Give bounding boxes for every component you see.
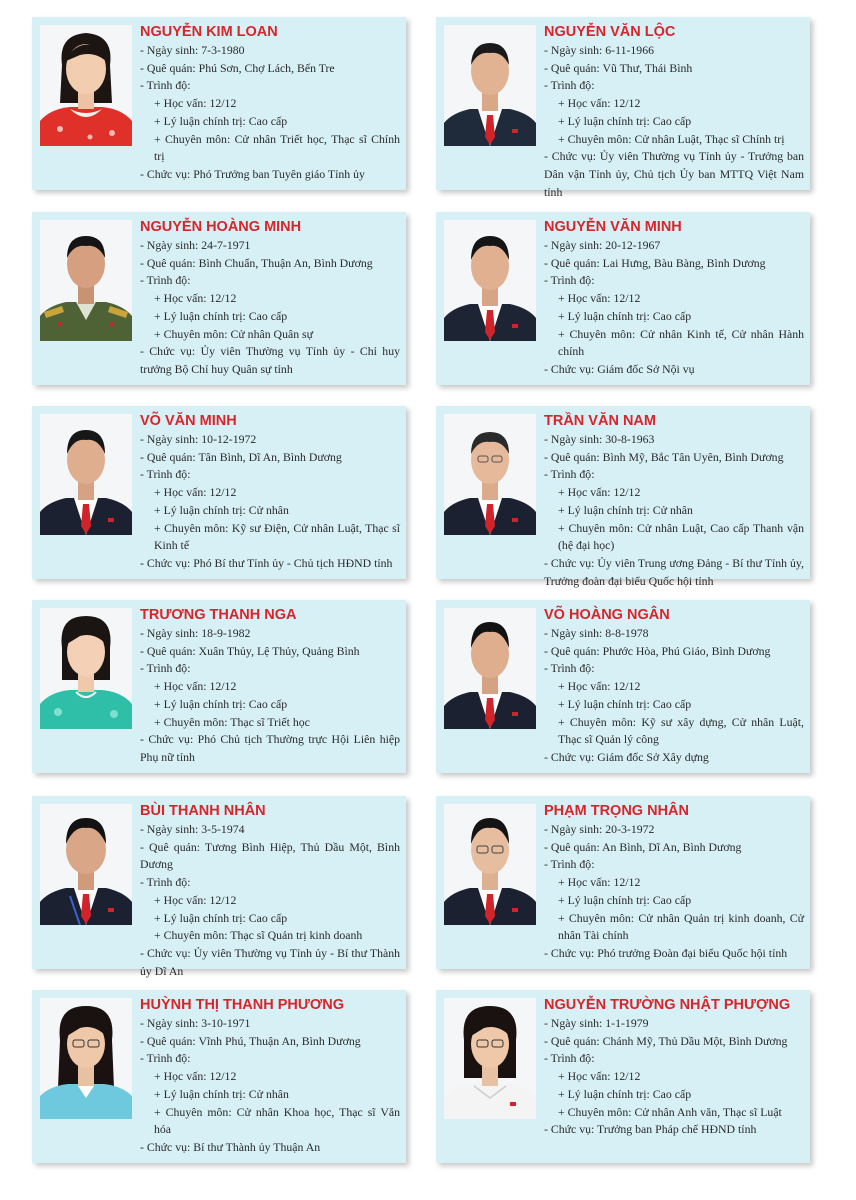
hometown: - Quê quán: Tân Bình, Dĩ An, Bình Dương [140,449,342,464]
general-education: + Học vấn: 12/12 [154,291,237,306]
education-header: - Trình độ: [544,857,595,872]
candidate-card [32,17,406,190]
specialty: + Chuyên môn: Cử nhân Kinh tế, Cử nhân Hành chính [558,326,804,359]
portrait-photo [444,608,536,729]
general-education: + Học vấn: 12/12 [154,679,237,694]
date-of-birth: - Ngày sinh: 20-3-1972 [544,822,655,836]
position: - Chức vụ: Phó Bí thư Tỉnh ủy - Chủ tịch HĐND tỉnh [140,555,393,570]
date-of-birth: - Ngày sinh: 20-12-1967 [544,238,661,252]
candidate-card [32,600,406,773]
candidate-card [32,796,406,978]
candidate-card [436,990,810,1163]
candidate-name: BÙI THANH NHÂN [140,803,266,819]
general-education: + Học vấn: 12/12 [154,485,237,500]
candidate-name: NGUYỄN HOÀNG MINH [140,219,302,235]
portrait-photo [40,220,132,341]
hometown: - Quê quán: Phú Sơn, Chợ Lách, Bến Tre [140,60,335,75]
political-theory: + Lý luận chính trị: Cao cấp [154,910,288,925]
general-education: + Học vấn: 12/12 [154,892,237,907]
candidate-name: TRƯƠNG THANH NGA [140,607,297,623]
candidate-name: NGUYỄN VĂN LỘC [544,24,676,40]
position: - Chức vụ: Giám đốc Sở Xây dựng [544,749,709,764]
position: - Chức vụ: Ủy viên Thường vụ Tỉnh ủy - Trưởng ban Dân vận Tỉnh ủy, Chủ tịch Ủy ban MTTQ Việt Nam tỉnh [544,149,805,199]
education-header: - Trình độ: [140,467,191,482]
hometown: - Quê quán: Vũ Thư, Thái Bình [544,60,693,75]
candidate-card [32,406,406,579]
hometown: - Quê quán: Vĩnh Phú, Thuận An, Bình Dương [140,1033,361,1048]
candidate-name: NGUYỄN KIM LOAN [140,24,278,40]
hometown: - Quê quán: Xuân Thủy, Lệ Thủy, Quảng Bình [140,643,360,658]
political-theory: + Lý luận chính trị: Cao cấp [558,696,692,711]
general-education: + Học vấn: 12/12 [558,875,641,890]
candidate-card [32,212,406,385]
candidate-name: TRẦN VĂN NAM [544,413,656,429]
specialty: + Chuyên môn: Cử nhân Quân sự [154,326,314,341]
general-education: + Học vấn: 12/12 [154,1069,237,1084]
date-of-birth: - Ngày sinh: 24-7-1971 [140,238,251,252]
specialty: + Chuyên môn: Cử nhân Triết học, Thạc sĩ Chính trị [154,131,401,164]
political-theory: + Lý luận chính trị: Cao cấp [558,113,692,128]
specialty: + Chuyên môn: Cử nhân Khoa học, Thạc sĩ Văn hóa [154,1104,400,1137]
position: - Chức vụ: Phó Chủ tịch Thường trực Hội Liên hiệp Phụ nữ tỉnh [140,732,401,764]
position: - Chức vụ: Phó Trưởng ban Tuyên giáo Tỉnh ủy [140,166,365,181]
hometown: - Quê quán: Phước Hòa, Phú Giáo, Bình Dương [544,643,771,658]
date-of-birth: - Ngày sinh: 18-9-1982 [140,626,251,640]
position: - Chức vụ: Ủy viên Trung ương Đảng - Bí thư Tỉnh ủy, Trưởng đoàn đại biểu Quốc hội tỉnh [544,555,804,588]
position: - Chức vụ: Bí thư Thành ủy Thuận An [140,1139,321,1154]
hometown: - Quê quán: Lai Hưng, Bàu Bàng, Bình Dương [544,255,766,270]
portrait-photo [444,414,536,535]
portrait-photo [40,608,132,729]
general-education: + Học vấn: 12/12 [558,679,641,694]
general-education: + Học vấn: 12/12 [558,485,641,500]
portrait-photo [40,998,132,1119]
hometown: - Quê quán: Chánh Mỹ, Thủ Dầu Một, Bình Dương [544,1033,788,1048]
political-theory: + Lý luận chính trị: Cao cấp [558,1086,692,1101]
portrait-photo [40,804,132,925]
candidate-name: PHẠM TRỌNG NHÂN [544,803,689,819]
general-education: + Học vấn: 12/12 [558,291,641,306]
portrait-photo [444,220,536,341]
candidate-card [436,212,810,385]
political-theory: + Lý luận chính trị: Cử nhân [558,502,693,517]
portrait-photo [40,414,132,535]
position: - Chức vụ: Giám đốc Sở Nội vụ [544,361,695,376]
candidate-name: NGUYỄN TRƯỜNG NHẬT PHƯỢNG [544,997,791,1013]
education-header: - Trình độ: [544,467,595,482]
education-header: - Trình độ: [544,661,595,676]
education-header: - Trình độ: [140,273,191,288]
education-header: - Trình độ: [140,78,191,93]
position: - Chức vụ: Trưởng ban Pháp chế HĐND tỉnh [544,1122,757,1137]
education-header: - Trình độ: [544,273,595,288]
date-of-birth: - Ngày sinh: 6-11-1966 [544,43,654,57]
portrait-photo [444,25,536,146]
candidate-name: HUỲNH THỊ THANH PHƯƠNG [140,997,345,1013]
specialty: + Chuyên môn: Cử nhân Luật, Cao cấp Thanh vận (hệ đại học) [558,520,805,553]
portrait-photo [444,998,536,1119]
specialty: + Chuyên môn: Kỹ sư Điện, Cử nhân Luật, Thạc sĩ Kinh tế [154,520,401,553]
hometown: - Quê quán: Bình Mỹ, Bắc Tân Uyên, Bình Dương [544,449,784,464]
date-of-birth: - Ngày sinh: 8-8-1978 [544,626,649,640]
general-education: + Học vấn: 12/12 [558,96,641,111]
education-header: - Trình độ: [544,1051,595,1066]
candidate-card [436,17,810,199]
general-education: + Học vấn: 12/12 [154,96,237,111]
portrait-photo [40,25,132,146]
political-theory: + Lý luận chính trị: Cao cấp [154,113,288,128]
date-of-birth: - Ngày sinh: 7-3-1980 [140,43,245,57]
specialty: + Chuyên môn: Kỹ sư xây dựng, Cử nhân Luật, Thạc sĩ Quản lý công [558,714,804,747]
political-theory: + Lý luận chính trị: Cử nhân [154,502,289,517]
date-of-birth: - Ngày sinh: 10-12-1972 [140,432,257,446]
candidate-name: VÕ HOÀNG NGÂN [544,607,670,623]
candidate-card [436,406,810,588]
education-header: - Trình độ: [140,875,191,890]
candidate-name: VÕ VĂN MINH [140,413,237,429]
position: - Chức vụ: Phó trưởng Đoàn đại biểu Quốc hội tỉnh [544,945,788,960]
position: - Chức vụ: Ủy viên Thường vụ Tỉnh ủy - Bí thư Thành ủy Dĩ An [140,945,400,978]
date-of-birth: - Ngày sinh: 3-5-1974 [140,822,245,836]
political-theory: + Lý luận chính trị: Cử nhân [154,1086,289,1101]
specialty: + Chuyên môn: Cử nhân Luật, Thạc sĩ Chính trị [558,131,785,146]
education-header: - Trình độ: [544,78,595,93]
education-header: - Trình độ: [140,661,191,676]
candidate-card [32,990,406,1163]
hometown: - Quê quán: Bình Chuẩn, Thuận An, Bình Dương [140,255,373,270]
specialty: + Chuyên môn: Cử nhân Quản trị kinh doanh, Cử nhân Tài chính [558,910,804,943]
candidate-card [436,796,810,969]
candidate-card [436,600,810,773]
specialty: + Chuyên môn: Thạc sĩ Quản trị kinh doanh [154,928,363,943]
political-theory: + Lý luận chính trị: Cao cấp [558,308,692,323]
date-of-birth: - Ngày sinh: 30-8-1963 [544,432,655,446]
hometown: - Quê quán: Tương Bình Hiệp, Thủ Dầu Một, Bình Dương [140,839,400,872]
education-header: - Trình độ: [140,1051,191,1066]
political-theory: + Lý luận chính trị: Cao cấp [154,696,288,711]
political-theory: + Lý luận chính trị: Cao cấp [154,308,288,323]
political-theory: + Lý luận chính trị: Cao cấp [558,892,692,907]
date-of-birth: - Ngày sinh: 1-1-1979 [544,1016,649,1030]
specialty: + Chuyên môn: Thạc sĩ Triết học [154,714,310,729]
date-of-birth: - Ngày sinh: 3-10-1971 [140,1016,251,1030]
candidate-name: NGUYỄN VĂN MINH [544,219,682,235]
position: - Chức vụ: Ủy viên Thường vụ Tỉnh ủy - Chỉ huy trưởng Bộ Chỉ huy Quân sự tỉnh [140,344,400,376]
specialty: + Chuyên môn: Cử nhân Anh văn, Thạc sĩ Luật [558,1104,782,1119]
hometown: - Quê quán: An Bình, Dĩ An, Bình Dương [544,839,742,854]
portrait-photo [444,804,536,925]
general-education: + Học vấn: 12/12 [558,1069,641,1084]
